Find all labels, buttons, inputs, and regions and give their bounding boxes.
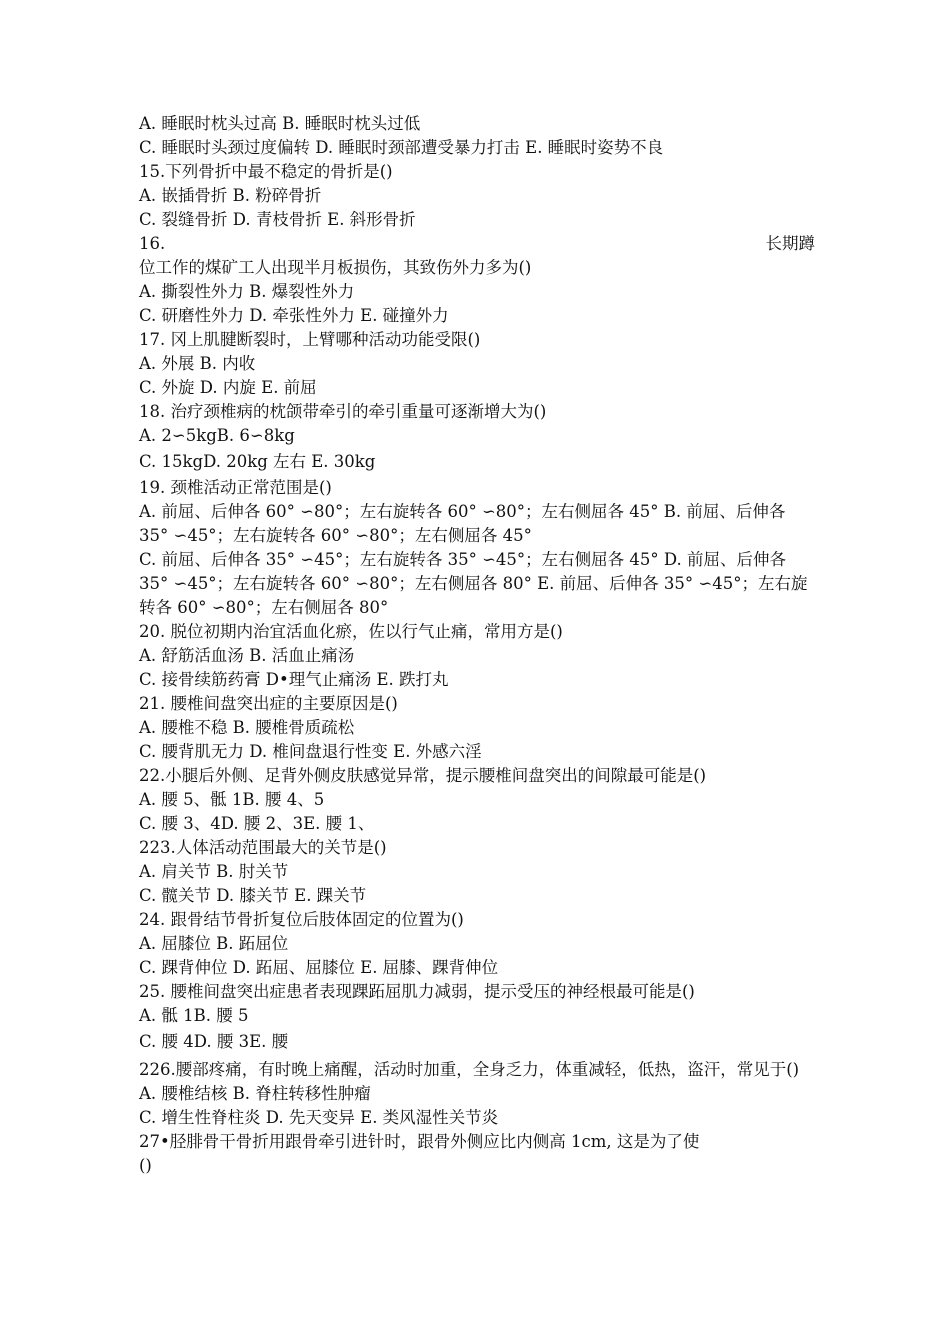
- question-16-line: [139, 232, 815, 256]
- text-line: A. 撕裂性外力 B. 爆裂性外力: [139, 282, 355, 301]
- question-16-number: 16.: [139, 234, 166, 253]
- text-line: A. 骶 1B. 腰 5: [139, 1006, 249, 1025]
- text-line: C. 睡眠时头颈过度偏转 D. 睡眠时颈部遭受暴力打击 E. 睡眠时姿势不良: [139, 138, 664, 157]
- text-line: C. 接骨续筋药膏 D•理气止痛汤 E. 跌打丸: [139, 670, 449, 689]
- text-line: A. 嵌插骨折 B. 粉碎骨折: [139, 186, 322, 205]
- text-line: 19. 颈椎活动正常范围是(): [139, 478, 332, 497]
- text-line: A. 2∽5kgB. 6∽8kg: [139, 426, 295, 445]
- text-line: A. 睡眠时枕头过高 B. 睡眠时枕头过低: [139, 114, 421, 133]
- question-19-options-ab: A. 前屈、后伸各 60° ∽80°；左右旋转各 60° ∽80°；左右侧屈各 45° B. 前屈、后伸各 35° ∽45°；左右旋转各 60° ∽80°；左右侧屈各 45°: [139, 502, 786, 545]
- text-line: 21. 腰椎间盘突出症的主要原因是(): [139, 694, 398, 713]
- text-line: C. 腰背肌无力 D. 椎间盘退行性变 E. 外感六淫: [139, 742, 482, 761]
- text-line: 27•胫腓骨干骨折用跟骨牵引进针时，跟骨外侧应比内侧高 1cm, 这是为了使: [139, 1132, 700, 1151]
- text-line: A. 外展 B. 内收: [139, 354, 256, 373]
- text-line: 223.人体活动范围最大的关节是(): [139, 838, 387, 857]
- text-line: C. 裂缝骨折 D. 青枝骨折 E. 斜形骨折: [139, 210, 416, 229]
- text-line: A. 舒筋活血汤 B. 活血止痛汤: [139, 646, 355, 665]
- text-line: C. 髋关节 D. 膝关节 E. 踝关节: [139, 886, 367, 905]
- question-26: 226.腰部疼痛，有时晚上痛醒，活动时加重，全身乏力，体重减轻，低热，盗汗，常见于(): [139, 1060, 800, 1079]
- text-line: C. 腰 3、4D. 腰 2、3E. 腰 1、: [139, 814, 375, 833]
- text-line: 17. 冈上肌腱断裂时，上臂哪种活动功能受限(): [139, 330, 481, 349]
- text-line: 24. 跟骨结节骨折复位后肢体固定的位置为(): [139, 910, 464, 929]
- text-line: A. 肩关节 B. 肘关节: [139, 862, 289, 881]
- text-line: C. 外旋 D. 内旋 E. 前屈: [139, 378, 317, 397]
- text-line: A. 腰椎结核 B. 脊柱转移性肿瘤: [139, 1084, 371, 1103]
- text-line: 22.小腿后外侧、足背外侧皮肤感觉异常，提示腰椎间盘突出的间隙最可能是(): [139, 766, 707, 785]
- text-line: A. 屈膝位 B. 跖屈位: [139, 934, 289, 953]
- text-line: C. 腰 4D. 腰 3E. 腰: [139, 1032, 289, 1051]
- text-line: A. 腰 5、骶 1B. 腰 4、5: [139, 790, 325, 809]
- question-19-options-cde: C. 前屈、后伸各 35° ∽45°；左右旋转各 35° ∽45°；左右侧屈各 45° D. 前屈、后伸各 35° ∽45°；左右旋转各 60° ∽80°；左右侧屈各 80° E. 前屈、后伸各 35° ∽45°；左右旋转各 60° ∽80°；左右侧屈各 80°: [139, 550, 808, 617]
- text-line: (): [139, 1156, 152, 1175]
- text-line: C. 增生性脊柱炎 D. 先天变异 E. 类风湿性关节炎: [139, 1108, 499, 1127]
- question-text: [139, 112, 815, 1178]
- text-line: 15.下列骨折中最不稳定的骨折是(): [139, 162, 393, 181]
- question-16-tail: 长期蹲: [765, 234, 815, 253]
- text-line: C. 研磨性外力 D. 牵张性外力 E. 碰撞外力: [139, 306, 449, 325]
- text-line: 18. 治疗颈椎病的枕颌带牵引的牵引重量可逐渐增大为(): [139, 402, 547, 421]
- question-16-continuation: 位工作的煤矿工人出现半月板损伤，其致伤外力多为(): [139, 258, 532, 277]
- text-line: C. 15kgD. 20kg 左右 E. 30kg: [139, 452, 376, 471]
- text-line: A. 腰椎不稳 B. 腰椎骨质疏松: [139, 718, 355, 737]
- text-line: 25. 腰椎间盘突出症患者表现踝跖屈肌力减弱，提示受压的神经根最可能是(): [139, 982, 695, 1001]
- text-line: C. 踝背伸位 D. 跖屈、屈膝位 E. 屈膝、踝背伸位: [139, 958, 499, 977]
- text-line: 20. 脱位初期内治宜活血化瘀，佐以行气止痛，常用方是(): [139, 622, 563, 641]
